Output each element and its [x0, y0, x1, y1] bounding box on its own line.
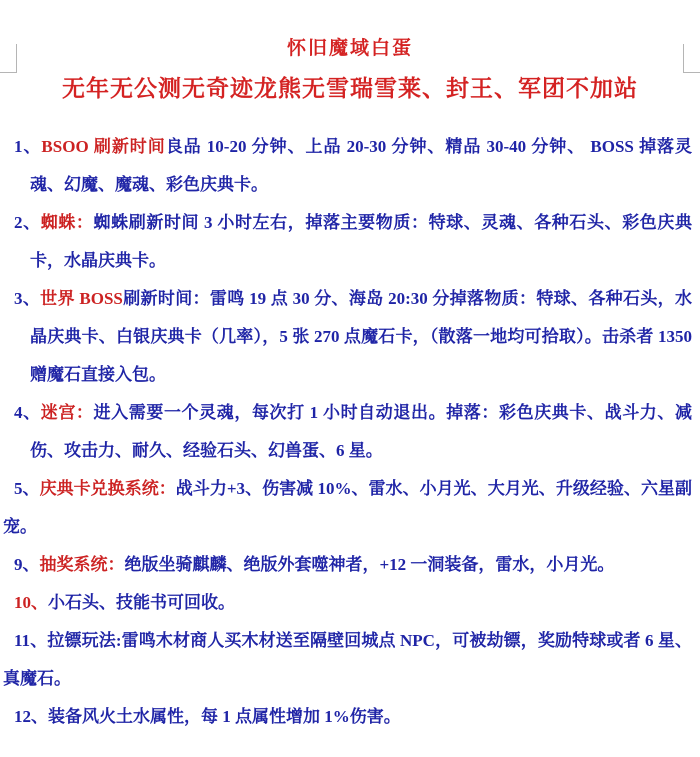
page-margin-mark-left [0, 44, 17, 73]
highlight-text-run: 蜘蛛： [40, 213, 94, 232]
list-item-1 [0, 128, 692, 204]
doc-subtitle: 无年无公测无奇迹龙熊无雪瑞雪莱、封王、军团不加站 [62, 76, 638, 101]
body-text-run: 进入需要一个灵魂，每次打 1 小时自动退出。掉落：彩色庆典卡、战斗力、减伤、攻击力、耐久、经验石头、幻兽蛋、6 星。 [30, 403, 693, 460]
body-text-run: 绝版坐骑麒麟、绝版外套噬神者，+12 一洞装备，雷水，小月光。 [124, 555, 615, 574]
body-text-run: 9、 [14, 555, 40, 574]
highlight-text-run: 世界 BOSS [40, 289, 123, 308]
list-item-10 [0, 584, 692, 622]
highlight-text-run: 迷宫： [40, 403, 94, 422]
highlight-text-run: 10、 [14, 593, 48, 612]
list-item-2 [0, 204, 692, 280]
highlight-text-run: 抽奖系统： [39, 555, 125, 574]
body-text-run: 小石头、技能书可回收。 [48, 593, 235, 612]
body-text-run: 3、 [14, 289, 41, 308]
doc-body [0, 128, 700, 736]
document-page [0, 36, 700, 757]
list-item-4 [0, 394, 692, 470]
body-text-run: 11、拉镖玩法:雷鸣木材商人买木材送至隔壁回城点 NPC，可被劫镖，奖励特球或者 6 星、真魔石。 [3, 631, 692, 688]
highlight-text-run: BSOO 刷新时间 [41, 137, 166, 156]
body-text-run: 2、 [14, 213, 41, 232]
list-item-3 [0, 280, 692, 394]
body-text-run: 5、 [14, 479, 40, 498]
page-margin-mark-right [683, 44, 700, 73]
body-text-run: 良品 10-20 分钟、上品 20-30 分钟、精品 30-40 分钟、 BOSS 掉落灵魂、幻魔、魔魂、彩色庆典卡。 [30, 137, 692, 194]
list-item-12 [0, 698, 692, 736]
list-item-9 [0, 546, 692, 584]
doc-title: 怀旧魔域白蛋 [286, 38, 413, 59]
body-text-run: 12、装备风火土水属性，每 1 点属性增加 1%伤害。 [14, 707, 401, 726]
body-text-run: 1、 [14, 137, 42, 156]
highlight-text-run: 庆典卡兑换系统： [39, 479, 176, 498]
body-text-run: 战斗力+3、伤害减 10%、雷水、小月光、大月光、升级经验、六星副宠。 [3, 479, 693, 536]
body-text-run: 4、 [14, 403, 41, 422]
body-text-run: 刷新时间：雷鸣 19 点 30 分、海岛 20:30 分掉落物质：特球、各种石头，水晶庆典卡、白银庆典卡（几率），5 张 270 点魔石卡，（散落一地均可拾取）。击杀者 1350 赠魔石直接入包。 [30, 289, 692, 384]
list-item-5 [0, 470, 692, 546]
list-item-11 [0, 622, 692, 698]
body-text-run: 蜘蛛刷新时间 3 小时左右，掉落主要物质：特球、灵魂、各种石头、彩色庆典卡，水晶庆典卡。 [30, 213, 693, 270]
